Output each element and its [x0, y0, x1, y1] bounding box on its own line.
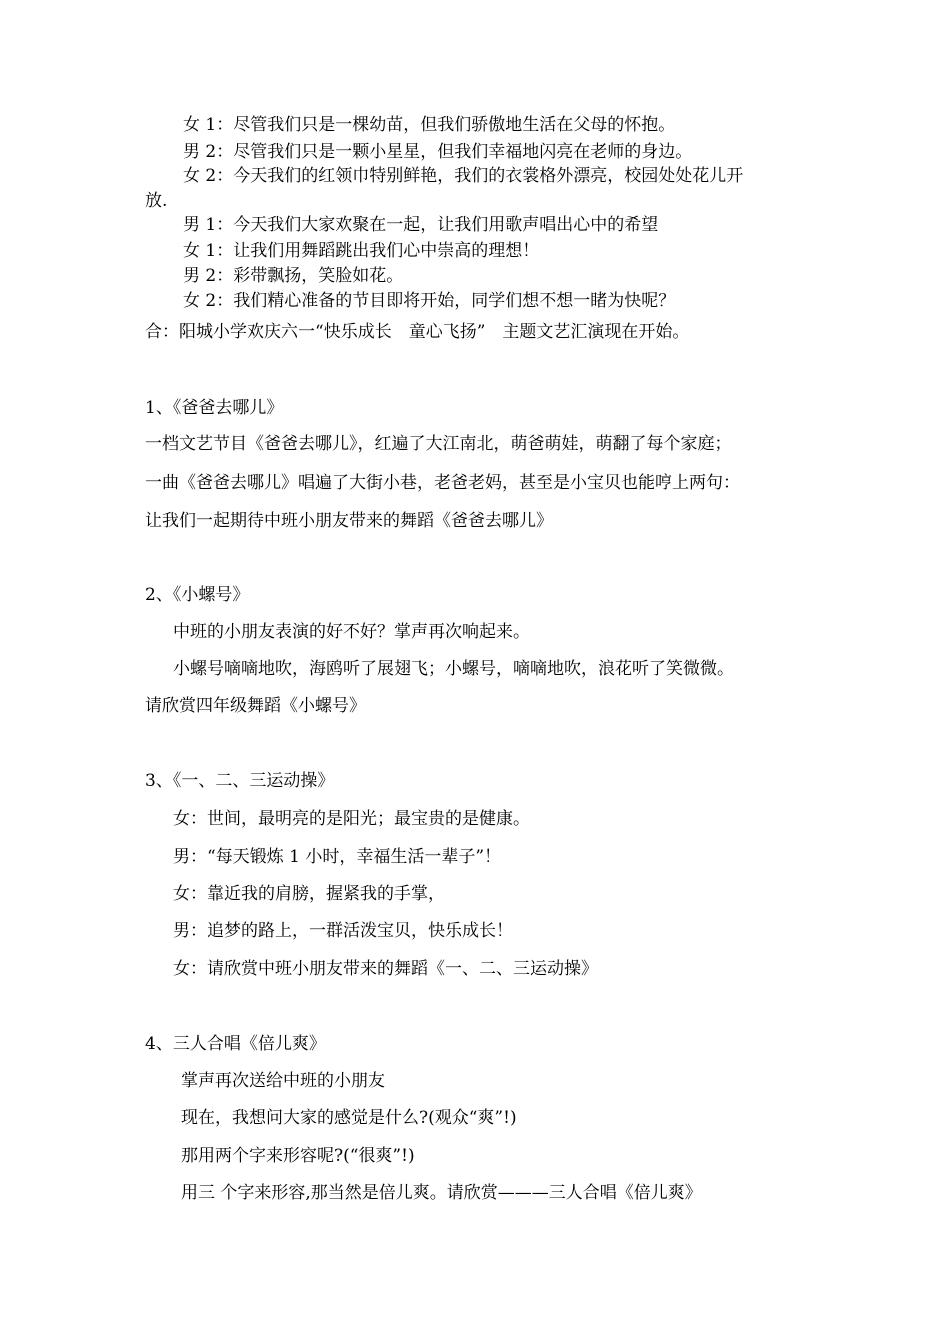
section-line: 让我们一起期待中班小朋友带来的舞蹈《爸爸去哪儿》	[145, 511, 553, 531]
section-line: 用三 个字来形容,那当然是倍儿爽。请欣赏———三人合唱《倍儿爽》	[181, 1183, 702, 1203]
section-line: 男：“每天锻炼 1 小时，幸福生活一辈子”！	[173, 847, 502, 867]
section-heading: 2、《小螺号》	[145, 585, 250, 605]
intro-line: 女 2：我们精心准备的节目即将开始，同学们想不想一睹为快呢？	[183, 291, 676, 311]
section-line: 一曲《爸爸去哪儿》唱遍了大街小巷，老爸老妈，甚至是小宝贝也能哼上两句：	[145, 473, 740, 493]
section-line: 男：追梦的路上，一群活泼宝贝，快乐成长！	[173, 921, 513, 941]
intro-line: 男 2：尽管我们只是一颗小星星，但我们幸福地闪亮在老师的身边。	[183, 142, 693, 162]
intro-line: 女 1：尽管我们只是一棵幼苗，但我们骄傲地生活在父母的怀抱。	[183, 115, 676, 135]
section-line: 小螺号嘀嘀地吹，海鸥听了展翅飞；小螺号，嘀嘀地吹，浪花听了笑微微。	[173, 659, 734, 679]
intro-line-continuation: 放.	[145, 191, 168, 211]
intro-closing-line: 合：阳城小学欢庆六一“快乐成长 童心飞扬” 主题文艺汇演现在开始。	[145, 322, 690, 342]
section-line: 请欣赏四年级舞蹈《小螺号》	[145, 696, 366, 716]
intro-line: 男 1：今天我们大家欢聚在一起，让我们用歌声唱出心中的希望	[183, 215, 659, 235]
section-line: 掌声再次送给中班的小朋友	[181, 1071, 385, 1091]
section-line: 现在，我想问大家的感觉是什么?(观众“爽”!)	[181, 1108, 517, 1128]
intro-line: 女 1：让我们用舞蹈跳出我们心中崇高的理想！	[183, 241, 540, 261]
section-line: 女：请欣赏中班小朋友带来的舞蹈《一、二、三运动操》	[173, 959, 598, 979]
section-line: 那用两个字来形容呢?(“很爽”!)	[181, 1146, 415, 1166]
section-line: 中班的小朋友表演的好不好？掌声再次响起来。	[173, 622, 530, 642]
section-heading: 3、《一、二、三运动操》	[145, 771, 335, 791]
intro-line: 男 2：彩带飘扬，笑脸如花。	[183, 266, 404, 286]
section-line: 女：靠近我的肩膀，握紧我的手掌，	[173, 884, 445, 904]
section-line: 女：世间，最明亮的是阳光；最宝贵的是健康。	[173, 809, 530, 829]
intro-line: 女 2：今天我们的红领巾特别鲜艳，我们的衣裳格外漂亮，校园处处花儿开	[183, 166, 744, 186]
section-heading: 1、《爸爸去哪儿》	[145, 398, 284, 418]
section-heading: 4、三人合唱《倍儿爽》	[145, 1034, 326, 1054]
section-line: 一档文艺节目《爸爸去哪儿》，红遍了大江南北，萌爸萌娃，萌翻了每个家庭；	[145, 434, 732, 454]
